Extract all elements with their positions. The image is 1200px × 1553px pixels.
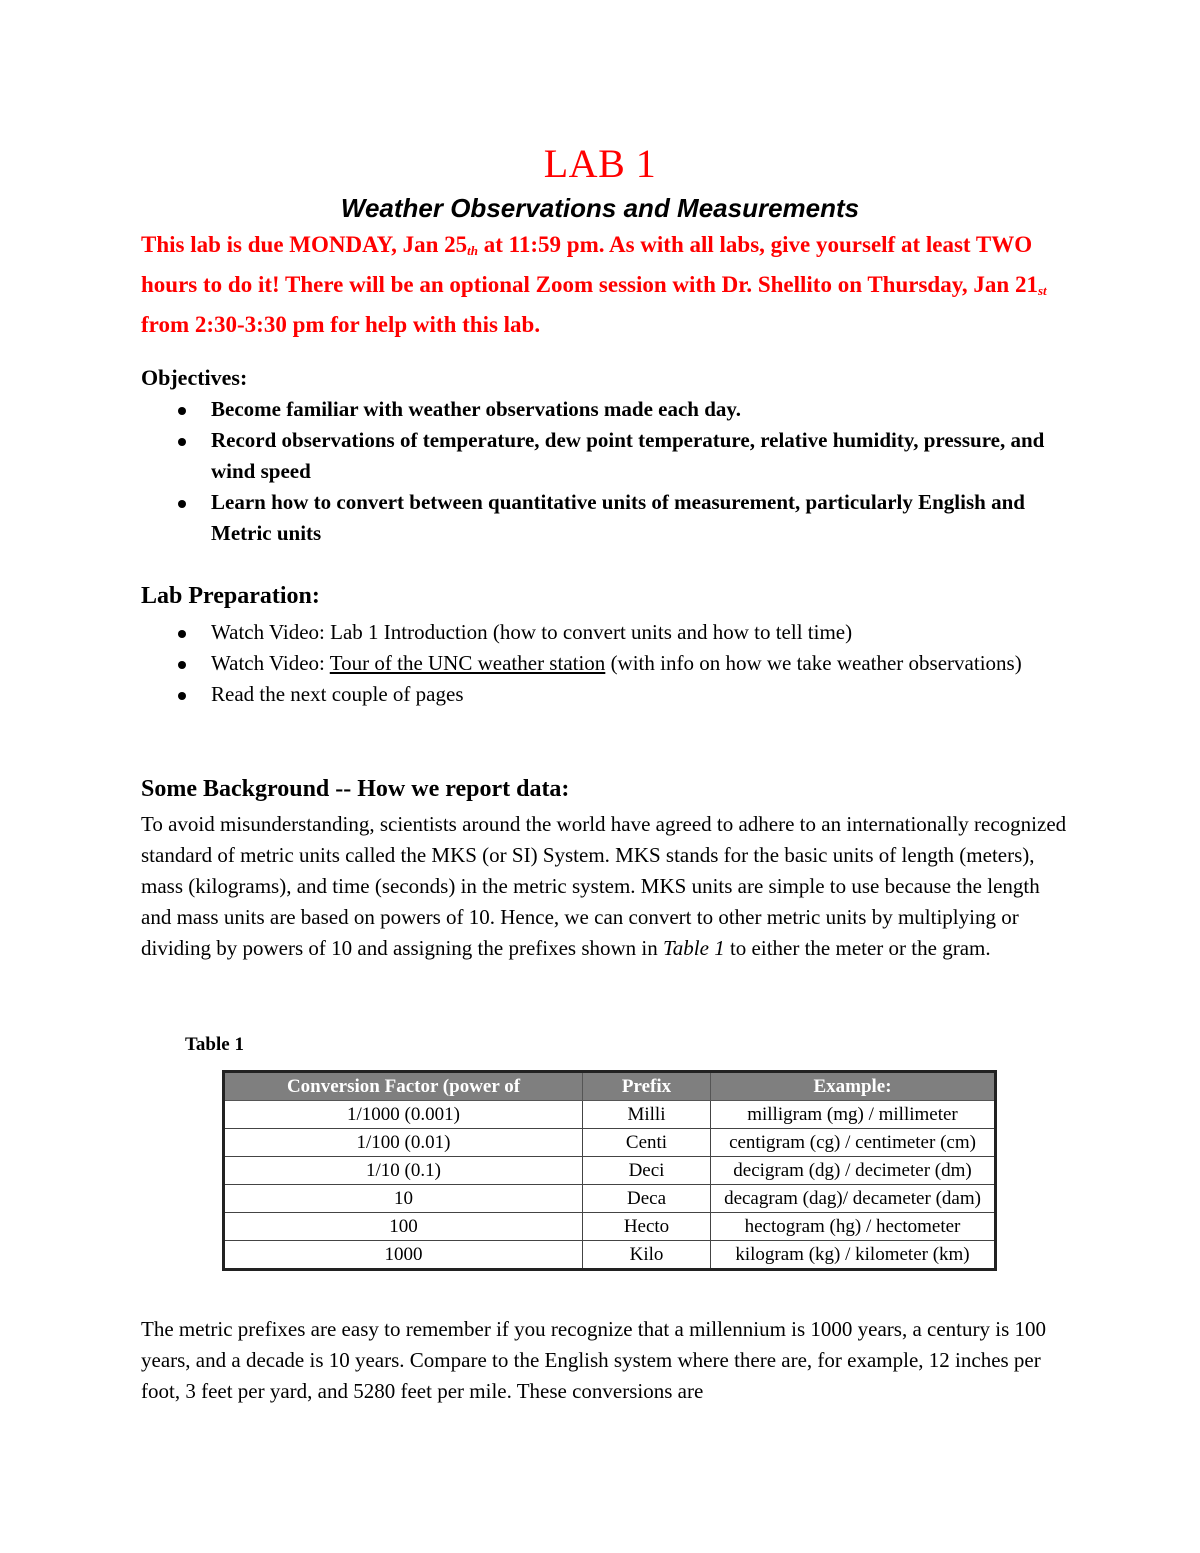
column-header: Conversion Factor (power of: [224, 1072, 583, 1101]
prep-text-suffix: (with info on how we take weather observations): [605, 651, 1022, 675]
background-heading: Some Background -- How we report data:: [141, 776, 570, 802]
table-cell: Deca: [583, 1185, 711, 1213]
table-reference: Table 1: [663, 936, 725, 960]
due-text-2: at 11:59 pm. As with all labs, give yourself at least TWO hours to do it! There will be an optional Zoom session with Dr. Shellito on Thursday, Jan 21: [141, 232, 1038, 297]
background-paragraph: [141, 809, 1071, 964]
table-row: [224, 1213, 996, 1241]
table-row: [224, 1157, 996, 1185]
table-row: [224, 1241, 996, 1270]
due-notice: [141, 228, 1081, 342]
objective-text: Learn how to convert between quantitative units of measurement, particularly English and Metric units: [211, 490, 1025, 545]
table-row: [224, 1101, 996, 1129]
table-cell: milligram (mg) / millimeter: [711, 1101, 996, 1129]
bullet-icon: [178, 692, 186, 700]
table-cell: centigram (cg) / centimeter (cm): [711, 1129, 996, 1157]
prep-text: Watch Video: Lab 1 Introduction (how to convert units and how to tell time): [211, 620, 853, 644]
table-cell: hectogram (hg) / hectometer: [711, 1213, 996, 1241]
metric-prefix-paragraph: The metric prefixes are easy to remember if you recognize that a millennium is 1000 years, a century is 100 years, and a decade is 10 years. Compare to the English system where there are, for example, 12 inches per foot, 3 feet per yard, and 5280 feet per mile. These conversions are: [141, 1317, 1047, 1403]
column-header: Example:: [711, 1072, 996, 1101]
table-cell: Hecto: [583, 1213, 711, 1241]
table-cell: 100: [224, 1213, 583, 1241]
conversion-table: [222, 1070, 997, 1271]
table-caption: Table 1: [185, 1034, 244, 1055]
column-header: Prefix: [583, 1072, 711, 1101]
table-cell: 1/100 (0.01): [224, 1129, 583, 1157]
table-header-row: [224, 1072, 996, 1101]
objective-text: Record observations of temperature, dew point temperature, relative humidity, pressure, and wind speed: [211, 428, 1045, 483]
list-item: [178, 394, 1058, 425]
prep-text-prefix: Watch Video:: [211, 651, 330, 675]
table-cell: 1000: [224, 1241, 583, 1270]
objective-text: Become familiar with weather observations made each day.: [211, 397, 741, 421]
lab-title: LAB 1: [543, 141, 657, 186]
paragraph-text: To avoid misunderstanding, scientists around the world have agreed to adhere to an internationally recognized standard of metric units called the MKS (or SI) System. MKS stands for the basic units of length (meters), mass (kilograms), and time (seconds) in the metric system. MKS units are simple to use because the length and mass units are based on powers of 10. Hence, we can convert to other metric units by multiplying or dividing by powers of 10 and assigning the prefixes shown in: [141, 812, 1067, 960]
table-cell: Milli: [583, 1101, 711, 1129]
due-text-3: from 2:30-3:30 pm for help with this lab.: [141, 312, 541, 337]
bullet-icon: [178, 438, 186, 446]
prep-text: Read the next couple of pages: [211, 682, 464, 706]
table-cell: 1/1000 (0.001): [224, 1101, 583, 1129]
due-sup-1: th: [467, 243, 478, 258]
bullet-icon: [178, 500, 186, 508]
table-cell: Deci: [583, 1157, 711, 1185]
weather-station-video-link[interactable]: Tour of the UNC weather station: [329, 651, 606, 675]
table-cell: Kilo: [583, 1241, 711, 1270]
table-row: [224, 1185, 996, 1213]
objectives-heading: Objectives:: [141, 365, 248, 390]
table-cell: decagram (dag)/ decameter (dam): [711, 1185, 996, 1213]
list-item: [178, 679, 1058, 710]
table-cell: kilogram (kg) / kilometer (km): [711, 1241, 996, 1270]
bullet-icon: [178, 407, 186, 415]
paragraph-text-end: to either the meter or the gram.: [724, 936, 991, 960]
table-cell: 1/10 (0.1): [224, 1157, 583, 1185]
prep-list: [178, 617, 1058, 710]
table-row: [224, 1129, 996, 1157]
bullet-icon: [178, 661, 186, 669]
list-item: [178, 425, 1058, 487]
list-item: [178, 487, 1058, 549]
table-cell: decigram (dg) / decimeter (dm): [711, 1157, 996, 1185]
table-cell: 10: [224, 1185, 583, 1213]
objectives-list: [178, 394, 1058, 549]
prep-heading: Lab Preparation:: [141, 583, 320, 609]
list-item: [178, 617, 1058, 648]
due-sup-2: st: [1037, 283, 1047, 298]
list-item: [178, 648, 1058, 679]
table-cell: Centi: [583, 1129, 711, 1157]
bullet-icon: [178, 630, 186, 638]
due-text-1: This lab is due MONDAY, Jan 25: [141, 232, 468, 257]
lab-subtitle: Weather Observations and Measurements: [340, 193, 860, 223]
